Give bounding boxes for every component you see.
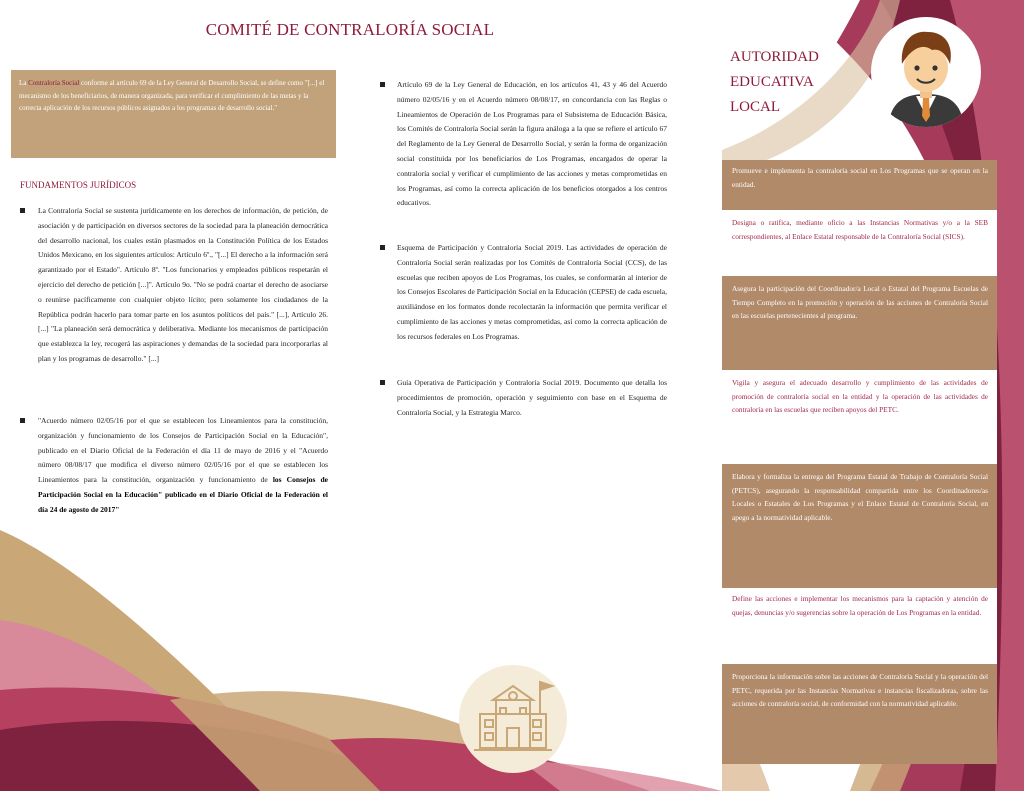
intro-highlight: Contraloría Social xyxy=(28,79,80,87)
right-item-7: Proporciona la información sobre las acciones de Contraloría Social y la operación del PETC, requerida por las Instancias Normativas e instancias fiscalizadoras, sobre las acciones de contraloría social, de conformidad con la normatividad aplicable. xyxy=(732,672,988,709)
bullet-icon xyxy=(20,208,25,213)
right-item-3: Asegura la participación del Coordinador/a Local o Estatal del Programa Escuelas de Tiempo Completo en la promoción y operación de las acciones de Contraloría Social en las escuelas pertenecientes al programa. xyxy=(732,284,988,321)
fundamentos-paragraph-2: "Acuerdo número 02/05/16 por el que se establecen los Lineamientos para la constitución, organización y funcionamiento de los Consejos de Participación Social en la Educación", publicado en el Diario Oficial de la Federación el día 11 de mayo de 2016 y el "Acuerdo número 08/08/17 que modifica el diverso número 02/05/16 por el que se establecen los Lineamientos para la constitución, organización y funcionamiento de los Consejos de Participación Social en la Educación" publicado en el Diario Oficial de la Federación el día 24 de agosto de 2017" xyxy=(38,416,328,514)
right-item-1: Promueve e implementa la contraloría social en Los Programas que se operan en la entidad. xyxy=(732,166,988,189)
bullet-icon xyxy=(380,380,385,385)
middle-paragraph-3: Guía Operativa de Participación y Contraloría Social 2019. Documento que detalla los procedimientos de promoción, operación y seguimiento con base en el Esquema de Contraloría Social, y la Estrategia Marco. xyxy=(397,378,667,417)
intro-text: La Contraloría Social conforme al artículo 69 de la Ley General de Desarrollo Social, se define como "[...] el mecanismo de los beneficiarios, de manera organizada, para verificar el cumplimiento de las metas y la correcta aplicación de los recursos públicos asignados a los programas de desarrollo social." xyxy=(19,79,325,113)
right-item-5: Elabora y formaliza la entrega del Programa Estatal de Trabajo de Contraloría Social (PETCS), asegurando la responsabilidad compartida entre los Coordinadores/as Locales o Estatales de Los Programas y el Enlace Estatal de Contraloría Social, en apego a la normatividad aplicable. xyxy=(732,472,988,522)
right-item-2: Designa o ratifica, mediante oficio a las Instancias Normativas y/o a la SEB correspondientes, al Enlace Estatal responsable de la Contraloría Social (SICS). xyxy=(732,218,988,241)
fundamentos-paragraph-1: La Contraloría Social se sustenta jurídicamente en los derechos de información, de petición, de asociación y de participación en diversos sectores de la sociedad para la planeación democrática del desarrollo nacional, los cuales están plasmados en la Constitución Política de los Estados Unidos Mexicano, en los siguientes artículos: Artículo 6º., "[...] El derecho a la información será garantizado por el Estado". Artículo 8º. "Los funcionarios y empleados públicos respetarán el ejercicio del derecho de petición [...]". Artículo 9o. "No se podrá coartar el derecho de asociarse o reunirse pacíficamente con cualquier objeto lícito; pero solamente los ciudadanos de la República podrán hacerlo para tomar parte en los asuntos políticos del país." [...], Artículo 26. [...] "La planeación será democrática y deliberativa. Mediante los mecanismos de participación que establezca la ley, recogerá las aspiraciones y demandas de la sociedad para incorporarlas al plan y los programas de desarrollo." [...] xyxy=(38,206,328,363)
man-avatar-icon xyxy=(870,16,982,128)
fundamentos-heading: FUNDAMENTOS JURÍDICOS xyxy=(20,180,137,190)
authority-title: AUTORIDAD EDUCATIVA LOCAL xyxy=(730,49,819,115)
bullet-icon xyxy=(20,418,25,423)
fundamentos-bold-text: los Consejos de Participación Social en la Educación" publicado en el Diario Oficial de la Federación el día 24 de agosto de 2017" xyxy=(38,475,328,514)
right-item-4: Vigila y asegura el adecuado desarrollo y cumplimiento de las actividades de promoción de contraloría social en la entidad y la operación de las actividades de contraloría en las escuelas que reciben apoyos del PETC. xyxy=(732,378,988,415)
page-title: COMITÉ DE CONTRALORÍA SOCIAL xyxy=(205,20,495,39)
bullet-icon xyxy=(380,245,385,250)
right-item-6: Define las acciones e implementar los mecanismos para la captación y atención de quejas, denuncias y/o sugerencias sobre la operación de Los Programas en la entidad. xyxy=(732,594,988,617)
middle-paragraph-1: Artículo 69 de la Ley General de Educación, en los artículos 41, 43 y 46 del Acuerdo número 02/05/16 y en el Acuerdo número 08/08/17, en concordancia con las Reglas o Lineamientos de Operación de Los Programas para el Subsistema de Educación Básica, los Comités de Contraloría Social serán la figura análoga a la que se refiere el artículo 67 del Reglamento de la Ley General de Desarrollo Social, y serán la forma de organización social constituida por los beneficiarios de Los Programas, encargados de operar la contraloría social y verificar el cumplimiento de las acciones y metas comprometidas en los Programas, así como la correcta aplicación de los beneficios otorgados a los centros educativos. xyxy=(397,80,667,208)
school-building-icon xyxy=(458,664,568,774)
bullet-icon xyxy=(380,82,385,87)
middle-paragraph-2: Esquema de Participación y Contraloría Social 2019. Las actividades de operación de Contraloría Social serán realizadas por los Comités de Contraloría Social (CCS), de las escuelas que reciben apoyos de Los Programas, los cuales, se conformarán al interior de los Consejos Escolares de Participación Social en la Educación (CEPSE) de cada escuela, auxiliándose en los formatos donde recolectarán la información que permita verificar el cumplimiento de las acciones y metas comprometidas, así como la correcta aplicación de los recursos federales en Los Programas. xyxy=(397,243,667,341)
